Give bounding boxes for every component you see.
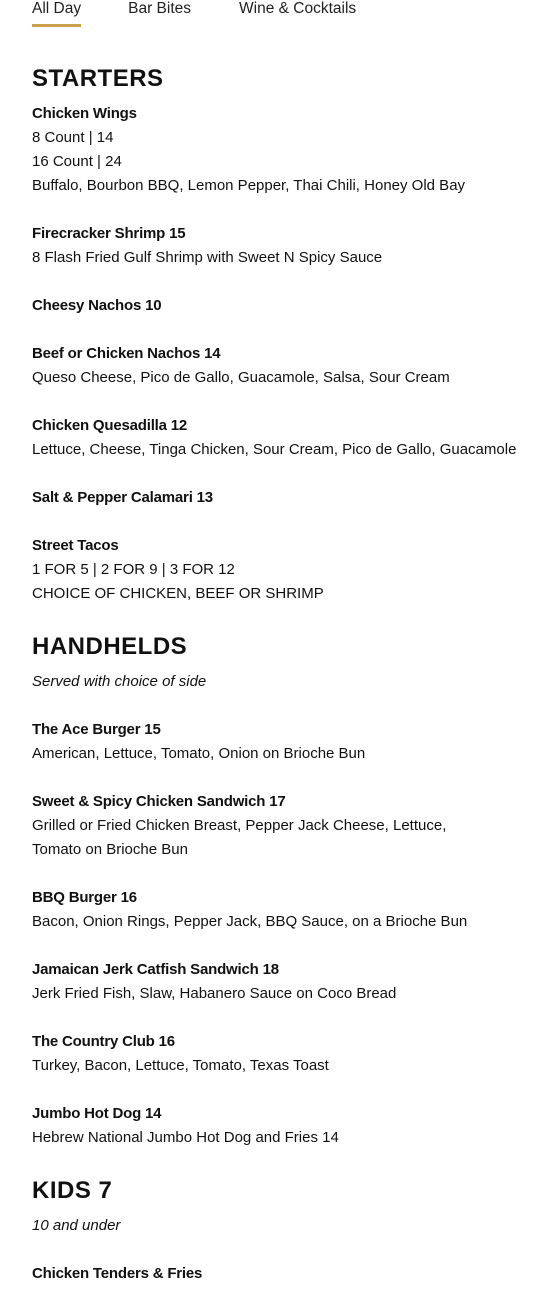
menu-item [32,790,522,862]
menu-item-description: Queso Cheese, Pico de Gallo, Guacamole, Salsa, Sour Cream [32,369,450,386]
menu-item [32,102,522,198]
menu-item [32,886,522,934]
menu-item-description: Lettuce, Cheese, Tinga Chicken, Sour Cream, Pico de Gallo, Guacamole [32,441,517,458]
section-title: KIDS 7 [32,1177,113,1204]
menu-section [32,630,522,1150]
menu-item [32,1102,522,1150]
menu-item-description: 8 Count | 14 [32,129,114,146]
menu-item [32,534,522,606]
menu-item [32,342,522,390]
menu-section [32,62,522,606]
menu-item-name: The Country Club 16 [32,1033,175,1050]
menu-item-description: Bacon, Onion Rings, Pepper Jack, BBQ Sauce, on a Brioche Bun [32,913,468,930]
menu-item [32,1030,522,1078]
menu-item [32,414,522,462]
menu-item-name: Beef or Chicken Nachos 14 [32,345,221,362]
menu-item [32,222,522,270]
tab-all-day[interactable]: All Day [32,0,81,25]
menu-content [32,62,522,1310]
menu-section [32,1174,522,1286]
tab-bar-bites[interactable]: Bar Bites [128,0,191,17]
menu-item-name: Jamaican Jerk Catfish Sandwich 18 [32,961,279,978]
menu-item-description: 1 FOR 5 | 2 FOR 9 | 3 FOR 12 [32,561,235,578]
menu-item-description: CHOICE OF CHICKEN, BEEF OR SHRIMP [32,585,324,602]
menu-item-description: American, Lettuce, Tomato, Onion on Brioche Bun [32,745,366,762]
section-note: 10 and under [32,1217,121,1234]
menu-item [32,958,522,1006]
menu-item [32,486,522,510]
menu-item-description: Jerk Fried Fish, Slaw, Habanero Sauce on Coco Bread [32,985,397,1002]
menu-item-name: Firecracker Shrimp 15 [32,225,186,242]
menu-item-name: The Ace Burger 15 [32,721,161,738]
menu-item-name: Chicken Quesadilla 12 [32,417,188,434]
menu-item-description: Buffalo, Bourbon BBQ, Lemon Pepper, Thai Chili, Honey Old Bay [32,177,466,194]
section-title: HANDHELDS [32,633,188,660]
menu-tabs [32,0,356,25]
section-title: STARTERS [32,65,164,92]
menu-item-description: Hebrew National Jumbo Hot Dog and Fries 14 [32,1129,339,1146]
menu-item-name: Sweet & Spicy Chicken Sandwich 17 [32,793,286,810]
menu-item-name: Street Tacos [32,537,119,554]
menu-item [32,294,522,318]
menu-item-name: BBQ Burger 16 [32,889,137,906]
menu-item-name: Chicken Tenders & Fries [32,1265,203,1282]
menu-item-name: Cheesy Nachos 10 [32,297,162,314]
menu-item-description: 8 Flash Fried Gulf Shrimp with Sweet N Spicy Sauce [32,249,383,266]
menu-item [32,718,522,766]
section-note: Served with choice of side [32,673,207,690]
tab-wine-cocktails[interactable]: Wine & Cocktails [239,0,357,17]
menu-item-name: Salt & Pepper Calamari 13 [32,489,213,506]
menu-item-description: Turkey, Bacon, Lettuce, Tomato, Texas Toast [32,1057,329,1074]
menu-item [32,1262,522,1286]
menu-item-description: Tomato on Brioche Bun [32,841,188,858]
menu-item-description: Grilled or Fried Chicken Breast, Pepper Jack Cheese, Lettuce, [32,817,447,834]
menu-item-name: Jumbo Hot Dog 14 [32,1105,162,1122]
menu-item-description: 16 Count | 24 [32,153,122,170]
menu-item-name: Chicken Wings [32,105,137,122]
